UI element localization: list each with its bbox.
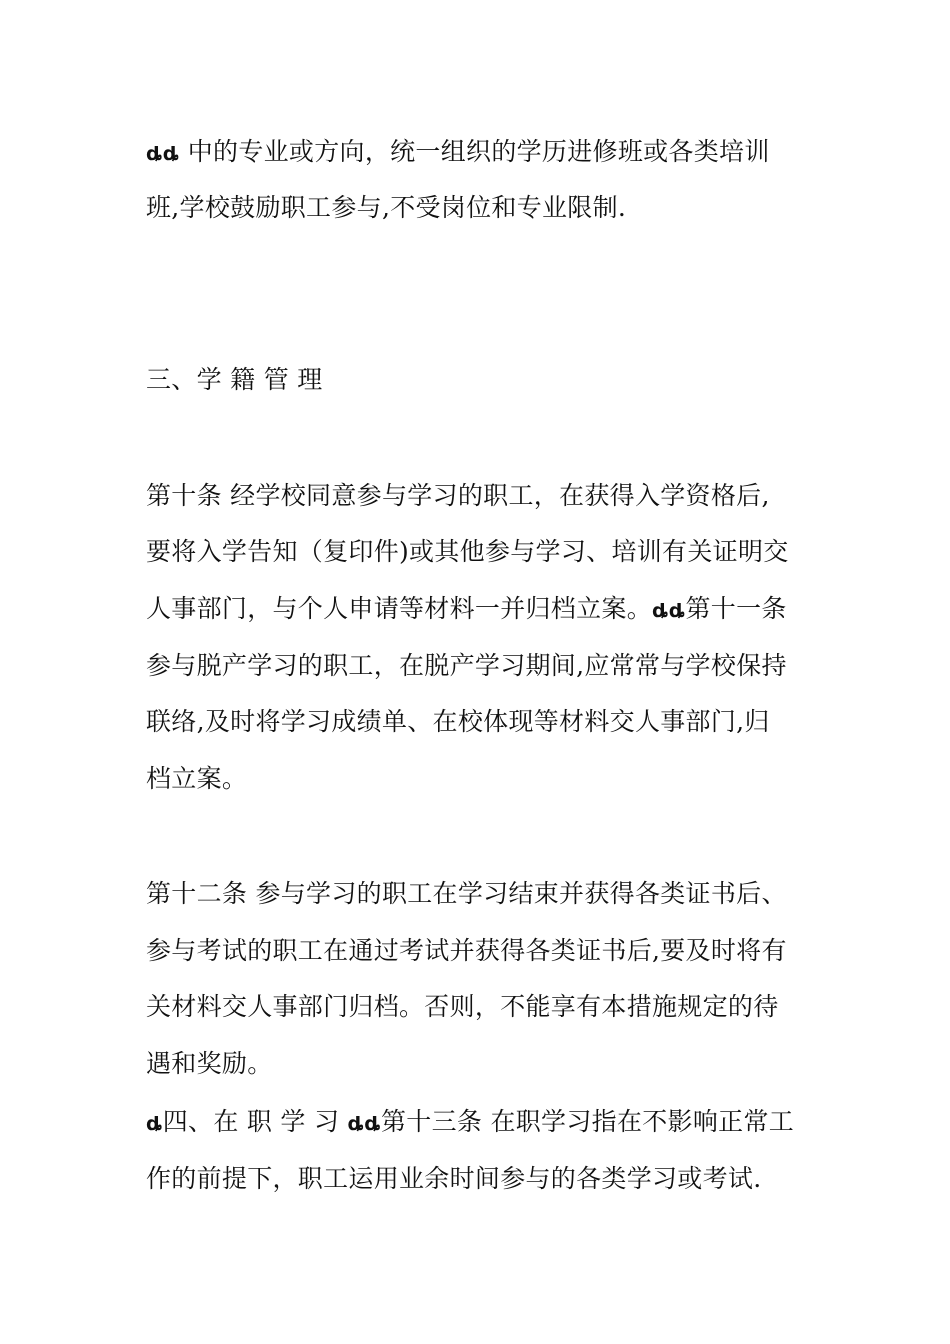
section-heading	[146, 364, 323, 396]
paragraph-line	[146, 192, 626, 224]
line-text: 第十三条 在职学习指在不影响正常工	[381, 1107, 795, 1136]
paragraph-line	[146, 536, 789, 568]
section-heading: 四、在 职 学 习	[162, 1107, 348, 1136]
garbled-glyph: ȡ	[146, 1113, 163, 1135]
line-text: 参与考试的职工在通过考试并获得各类证书后,要及时将有	[146, 936, 787, 965]
paragraph-line	[146, 706, 770, 738]
paragraph-line	[146, 1106, 794, 1140]
garbled-glyph: ȡȡ	[146, 143, 180, 165]
line-text: 班,学校鼓励职工参与,不受岗位和专业限制.	[146, 193, 627, 222]
paragraph-line	[146, 991, 779, 1023]
line-text: 参与脱产学习的职工，在脱产学习期间,应常常与学校保持	[146, 651, 787, 680]
paragraph-line	[146, 136, 770, 170]
line-text: 档立案。	[146, 764, 248, 793]
line-text: 要将入学告知（复印件)或其他参与学习、培训有关证明交	[146, 537, 789, 566]
garbled-glyph: ȡȡ	[652, 600, 686, 622]
line-text: 第十二条 参与学习的职工在学习结束并获得各类证书后、	[146, 879, 787, 908]
paragraph-line	[146, 878, 787, 910]
paragraph-line	[146, 1048, 273, 1080]
line-text: 第十条 经学校同意参与学习的职工，在获得入学资格后,	[146, 481, 770, 510]
paragraph-line	[146, 650, 787, 682]
line-text: 关材料交人事部门归档。否则，不能享有本措施规定的待	[146, 992, 779, 1021]
line-text: 中的专业或方向，统一组织的学历进修班或各类培训	[179, 137, 770, 166]
paragraph-line	[146, 1163, 761, 1195]
paragraph-line	[146, 935, 787, 967]
line-text: 作的前提下，职工运用业余时间参与的各类学习或考试.	[146, 1164, 762, 1193]
line-text: 第十一条	[685, 594, 787, 623]
line-text: 三、学 籍 管 理	[146, 365, 323, 394]
line-text: 联络,及时将学习成绩单、在校体现等材料交人事部门,归	[146, 707, 770, 736]
paragraph-line	[146, 763, 247, 795]
line-text: 人事部门，与个人申请等材料一并归档立案。	[146, 594, 653, 623]
paragraph-line	[146, 480, 770, 512]
paragraph-line	[146, 593, 787, 627]
garbled-glyph: ȡȡ	[347, 1113, 381, 1135]
line-text: 遇和奖励。	[146, 1049, 273, 1078]
